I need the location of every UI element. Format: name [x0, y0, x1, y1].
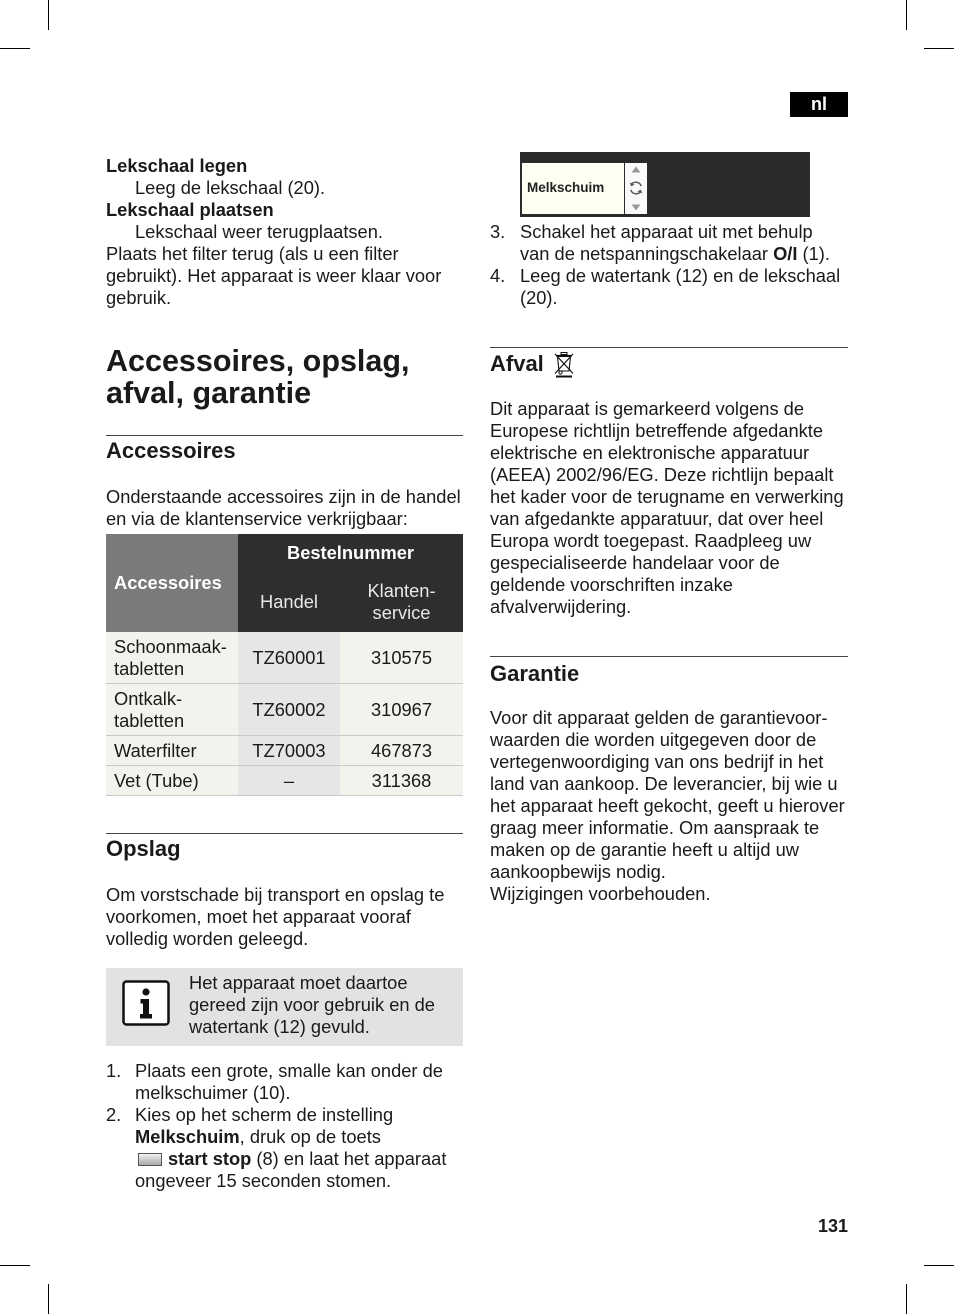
- crop-mark: [48, 0, 49, 30]
- step-number: 4.: [490, 265, 506, 286]
- step-line: Schakel het apparaat uit met behulp: [520, 221, 813, 242]
- table-header-label: Accessoires: [114, 572, 222, 593]
- accessoires-heading: Accessoires: [106, 438, 236, 463]
- paragraph-line: gereed zijn voor gebruik en de: [189, 994, 435, 1015]
- display-label: Melkschuim: [527, 180, 605, 195]
- step-3: [490, 221, 848, 265]
- section-divider: [106, 435, 463, 436]
- crop-mark: [48, 1284, 49, 1314]
- paragraph-line: maken op de garantie heeft u altijd uw: [490, 839, 799, 860]
- drip-tray-empty-text: Leeg de lekschaal (20).: [135, 177, 326, 198]
- afval-heading: Afval: [490, 351, 544, 376]
- step-text: (8) en laat het apparaat: [251, 1148, 447, 1169]
- cell-text: Schoonmaak-: [114, 635, 227, 657]
- cell-text: Vet (Tube): [114, 769, 199, 791]
- step-text: , druk op de toets: [239, 1126, 381, 1147]
- garantie-paragraph: [490, 707, 845, 905]
- setting-name: Melkschuim: [135, 1126, 240, 1147]
- paragraph-line: (AEEA) 2002/96/EG. Deze richtlijn bepaalt: [490, 464, 834, 485]
- display-scroll-strip: [625, 163, 647, 214]
- drip-tray-place-heading: Lekschaal plaatsen: [106, 199, 274, 220]
- step-number: 3.: [490, 221, 506, 242]
- cell-text: Ontkalk-: [114, 687, 183, 709]
- step-text: (1).: [797, 243, 830, 264]
- step-line: [135, 1148, 463, 1170]
- info-icon: [122, 980, 170, 1026]
- paragraph-line: gebruik.: [106, 287, 172, 308]
- paragraph-line: voorkomen, moet het apparaat vooraf: [106, 906, 411, 927]
- step-number: 2.: [106, 1104, 122, 1125]
- drip-tray-empty-heading: Lekschaal legen: [106, 155, 248, 176]
- cell-text: TZ60002: [252, 698, 326, 720]
- paragraph-line: Het apparaat moet daartoe: [189, 972, 408, 993]
- table-header-accessoires: [106, 534, 238, 632]
- step-line: melkschuimer (10).: [135, 1082, 291, 1103]
- crop-mark: [924, 48, 954, 49]
- info-note-box: [106, 968, 463, 1046]
- step-line: ongeveer 15 seconden stomen.: [135, 1170, 392, 1191]
- paragraph-line: elektrische en elektronische apparatuur: [490, 442, 810, 463]
- table-cell-name: [106, 766, 238, 795]
- paragraph-line: gebruikt). Het apparaat is weer klaar voor: [106, 265, 442, 286]
- garantie-heading: Garantie: [490, 661, 580, 686]
- paragraph-line: aankoopbewijs nodig.: [490, 861, 666, 882]
- paragraph-line: het kader voor de terugname en verwerking: [490, 486, 844, 507]
- cell-text: TZ70003: [252, 739, 326, 761]
- paragraph-line: Dit apparaat is gemarkeerd volgens de: [490, 398, 805, 419]
- paragraph-line: Plaats het filter terug (als u een filter: [106, 243, 399, 264]
- table-header-klantenservice: [340, 572, 463, 632]
- paragraph-line: volledig worden geleegd.: [106, 928, 309, 949]
- cell-text: 310575: [370, 646, 432, 668]
- opslag-paragraph: [106, 884, 444, 950]
- crop-mark: [906, 0, 907, 30]
- appliance-display: [520, 152, 810, 217]
- table-cell-name: [106, 684, 238, 735]
- step-number: 1.: [106, 1060, 122, 1081]
- table-cell-handel: [238, 684, 340, 735]
- paragraph-line: van afgedankte apparatuur, dat over heel: [490, 508, 824, 529]
- section-divider: [106, 833, 463, 834]
- switch-label: O/I: [773, 243, 798, 264]
- crossed-out-wheelie-bin-icon: [553, 351, 575, 378]
- table-cell-handel: [238, 632, 340, 683]
- paragraph-line: Voor dit apparaat gelden de garantievoor-: [490, 707, 828, 728]
- table-cell-handel: [238, 736, 340, 765]
- step-line: Plaats een grote, smalle kan onder de: [135, 1060, 443, 1081]
- paragraph-line: Wijzigingen voorbehouden.: [490, 883, 711, 904]
- button-name: start stop: [168, 1148, 252, 1169]
- table-cell-klantenservice: [340, 736, 463, 765]
- table-row: [106, 766, 463, 796]
- table-row: [106, 684, 463, 736]
- paragraph-line: watertank (12) gevuld.: [189, 1016, 370, 1037]
- step-line: Kies op het scherm de instelling: [135, 1104, 394, 1125]
- storage-steps: [106, 1060, 463, 1192]
- accessoires-paragraph: [106, 486, 461, 530]
- table-header-label: Handel: [260, 591, 318, 612]
- info-note-text: [189, 972, 435, 1038]
- afval-paragraph: [490, 398, 844, 618]
- cell-text: tabletten: [114, 657, 185, 679]
- table-row: [106, 736, 463, 766]
- table-cell-klantenservice: [340, 684, 463, 735]
- chapter-title-line: afval, garantie: [106, 376, 312, 410]
- cell-text: 467873: [370, 739, 432, 761]
- table-header-label: Bestelnummer: [287, 542, 414, 563]
- table-header-label: service: [372, 602, 431, 623]
- step-4: [490, 265, 848, 309]
- paragraph-line: Europese richtlijn betreffende afgedankte: [490, 420, 824, 441]
- refresh-icon: [628, 180, 644, 196]
- section-divider: [490, 347, 848, 348]
- cell-text: 311368: [371, 769, 432, 791]
- paragraph-line: land van aankoop. De leverancier, bij wie u: [490, 773, 838, 794]
- paragraph-line: Onderstaande accessoires zijn in de handel: [106, 486, 461, 507]
- arrow-up-icon: [631, 166, 641, 173]
- cell-text: tabletten: [114, 709, 185, 731]
- table-header-label: Klanten-: [367, 580, 436, 601]
- accessories-table: [106, 534, 463, 796]
- step-2: [106, 1104, 463, 1192]
- paragraph-line: Europa wordt toegepast. Raadpleeg uw: [490, 530, 812, 551]
- step-line: (20).: [520, 287, 558, 308]
- chapter-title-line: Accessoires, opslag,: [106, 344, 410, 378]
- drip-tray-place-text: Lekschaal weer terugplaatsen.: [135, 221, 383, 242]
- paragraph-line: het apparaat heeft gekocht, geeft u hierover: [490, 795, 845, 816]
- cell-text: Waterfilter: [114, 739, 197, 761]
- language-badge: nl: [790, 92, 848, 117]
- crop-mark: [924, 1265, 954, 1266]
- arrow-down-icon: [631, 204, 641, 211]
- cell-text: –: [283, 769, 295, 791]
- page-number: 131: [817, 1216, 848, 1236]
- opslag-heading: Opslag: [106, 836, 181, 861]
- table-header-handel: [238, 572, 340, 632]
- crop-mark: [906, 1284, 907, 1314]
- paragraph-line: Om vorstschade bij transport en opslag te: [106, 884, 445, 905]
- paragraph-line: geldende voorschriften inzake: [490, 574, 733, 595]
- section-divider: [490, 656, 848, 657]
- table-cell-klantenservice: [340, 766, 463, 795]
- paragraph-line: gespecialiseerde handelaar voor de: [490, 552, 780, 573]
- start-stop-button-icon: [138, 1153, 162, 1166]
- table-cell-handel: [238, 766, 340, 795]
- step-line: Leeg de watertank (12) en de lekschaal: [520, 265, 841, 286]
- crop-mark: [0, 48, 30, 49]
- table-row: [106, 632, 463, 684]
- shutdown-steps: [490, 221, 848, 309]
- display-selection-box: [522, 163, 624, 214]
- table-cell-klantenservice: [340, 632, 463, 683]
- crop-mark: [0, 1265, 30, 1266]
- step-1: [106, 1060, 463, 1104]
- step-line: [520, 243, 848, 265]
- paragraph-line: vertegenwoordiging van ons bedrijf in het: [490, 751, 824, 772]
- step-line: [135, 1126, 463, 1148]
- paragraph-line: afvalverwijdering.: [490, 596, 632, 617]
- table-header-bestelnummer: [238, 534, 463, 572]
- paragraph-line: waarden die worden uitgegeven door de: [490, 729, 817, 750]
- drip-tray-section: [106, 155, 463, 309]
- paragraph-line: en via de klantenservice verkrijgbaar:: [106, 508, 408, 529]
- chapter-title: [106, 345, 409, 409]
- paragraph-line: graag meer informatie. Om aanspraak te: [490, 817, 820, 838]
- cell-text: 310967: [370, 698, 432, 720]
- table-cell-name: [106, 736, 238, 765]
- cell-text: TZ60001: [252, 646, 326, 668]
- table-cell-name: [106, 632, 238, 683]
- step-text: van de netspanningschakelaar: [520, 243, 774, 264]
